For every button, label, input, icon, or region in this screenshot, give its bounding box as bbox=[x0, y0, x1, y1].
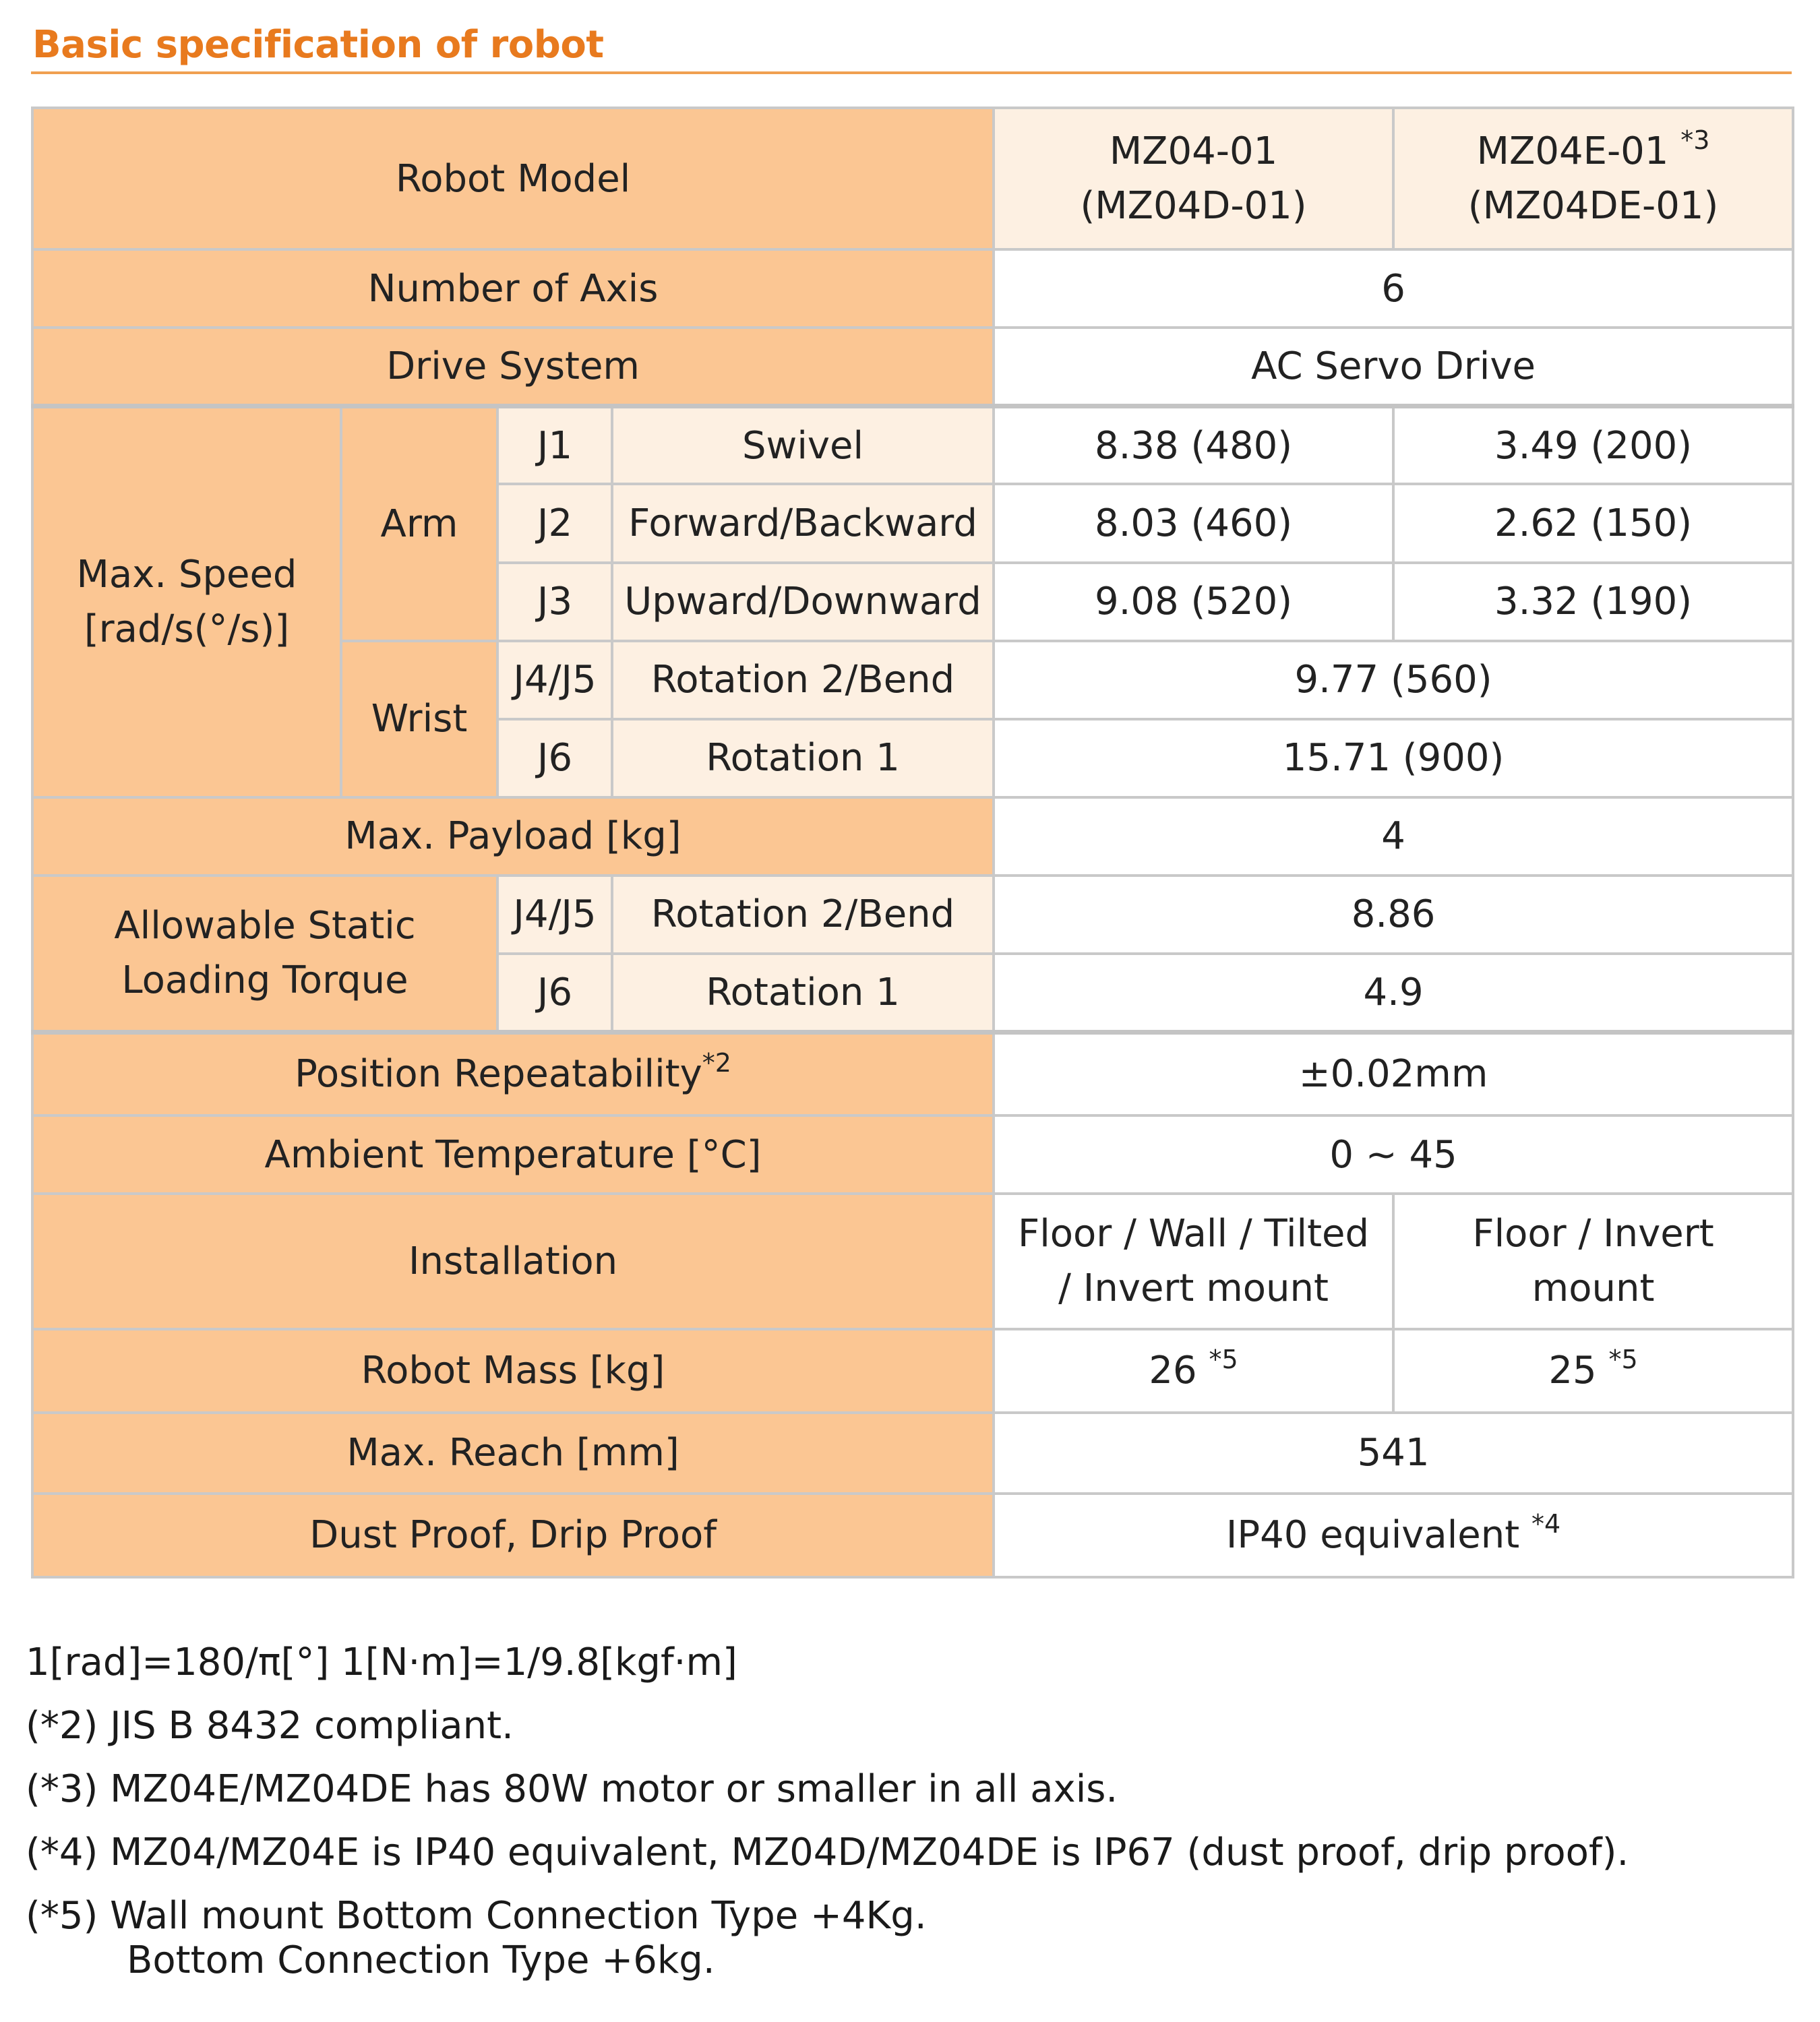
installation-b-l1: Floor / Invert bbox=[1472, 1212, 1714, 1256]
repeatability-value: ±0.02mm bbox=[994, 1032, 1793, 1115]
repeatability-label-text: Position Repeatability bbox=[295, 1052, 702, 1097]
joint-label: J6 bbox=[497, 954, 612, 1032]
model-b-name-line bbox=[1399, 124, 1788, 179]
model-a-cell bbox=[994, 108, 1393, 249]
repeatability-label bbox=[32, 1032, 994, 1115]
model-b-footnote-ref: *3 bbox=[1680, 125, 1710, 155]
speed-value: 9.77 (560) bbox=[994, 641, 1793, 719]
row-reach bbox=[32, 1413, 1793, 1494]
note-5: (*5) Wall mount Bottom Connection Type +4Kg. bbox=[26, 1894, 927, 1938]
mass-value-b bbox=[1393, 1329, 1793, 1413]
mass-label: Robot Mass [kg] bbox=[32, 1329, 994, 1413]
torque-value: 4.9 bbox=[994, 954, 1793, 1032]
axis-value: 6 bbox=[994, 249, 1793, 328]
note-2: (*2) JIS B 8432 compliant. bbox=[26, 1704, 514, 1748]
max-speed-label bbox=[32, 406, 341, 797]
joint-label: J4/J5 bbox=[497, 876, 612, 954]
temperature-value: 0 ~ 45 bbox=[994, 1115, 1793, 1194]
dust-proof-footnote-ref: *4 bbox=[1531, 1509, 1561, 1539]
note-3: (*3) MZ04E/MZ04DE has 80W motor or smaller in all axis. bbox=[26, 1767, 1118, 1811]
repeatability-footnote-ref: *2 bbox=[702, 1048, 731, 1078]
model-a-name: MZ04-01 bbox=[1109, 129, 1278, 173]
joint-name: Upward/Downward bbox=[612, 563, 994, 641]
joint-label: J2 bbox=[497, 484, 612, 562]
max-speed-label-l1: Max. Speed bbox=[76, 553, 297, 597]
footnotes bbox=[26, 1631, 1629, 1984]
joint-name: Swivel bbox=[612, 406, 994, 484]
speed-value-b: 3.32 (190) bbox=[1393, 563, 1793, 641]
speed-value-a: 8.38 (480) bbox=[994, 406, 1393, 484]
row-axis bbox=[32, 249, 1793, 328]
joint-label: J3 bbox=[497, 563, 612, 641]
model-a-variant: (MZ04D-01) bbox=[1080, 184, 1307, 228]
mass-value-a bbox=[994, 1329, 1393, 1413]
installation-a-l2: / Invert mount bbox=[1058, 1266, 1329, 1311]
payload-label: Max. Payload [kg] bbox=[32, 797, 994, 876]
reach-label: Max. Reach [mm] bbox=[32, 1413, 994, 1494]
joint-name: Rotation 1 bbox=[612, 954, 994, 1032]
row-mass bbox=[32, 1329, 1793, 1413]
row-drive bbox=[32, 328, 1793, 406]
installation-a-l1: Floor / Wall / Tilted bbox=[1018, 1212, 1370, 1256]
mass-b-footnote-ref: *5 bbox=[1608, 1344, 1638, 1374]
torque-label-l1: Allowable Static bbox=[114, 904, 416, 948]
torque-value: 8.86 bbox=[994, 876, 1793, 954]
joint-name: Rotation 1 bbox=[612, 719, 994, 797]
note-conversion: 1[rad]=180/π[°] 1[N·m]=1/9.8[kgf·m] bbox=[26, 1641, 737, 1684]
joint-label: J6 bbox=[497, 719, 612, 797]
torque-label bbox=[32, 876, 497, 1032]
joint-name: Rotation 2/Bend bbox=[612, 641, 994, 719]
speed-value-a: 9.08 (520) bbox=[994, 563, 1393, 641]
installation-value-a bbox=[994, 1194, 1393, 1328]
robot-model-label: Robot Model bbox=[32, 108, 994, 249]
installation-value-b bbox=[1393, 1194, 1793, 1328]
page-title: Basic specification of robot bbox=[32, 23, 604, 67]
axis-label: Number of Axis bbox=[32, 249, 994, 328]
wrist-label: Wrist bbox=[341, 641, 497, 797]
speed-value: 15.71 (900) bbox=[994, 719, 1793, 797]
arm-label: Arm bbox=[341, 406, 497, 640]
payload-value: 4 bbox=[994, 797, 1793, 876]
installation-label: Installation bbox=[32, 1194, 994, 1328]
note-5-continued: Bottom Connection Type +6kg. bbox=[127, 1938, 715, 1982]
mass-b-number: 25 bbox=[1548, 1348, 1597, 1392]
reach-value: 541 bbox=[994, 1413, 1793, 1494]
joint-name: Rotation 2/Bend bbox=[612, 876, 994, 954]
spec-table bbox=[31, 106, 1794, 1579]
note-4: (*4) MZ04/MZ04E is IP40 equivalent, MZ04D/MZ04DE is IP67 (dust proof, drip proof). bbox=[26, 1831, 1629, 1874]
mass-a-footnote-ref: *5 bbox=[1209, 1344, 1238, 1374]
row-speed-j1 bbox=[32, 406, 1793, 484]
joint-label: J4/J5 bbox=[497, 641, 612, 719]
row-temperature bbox=[32, 1115, 1793, 1194]
row-robot-model bbox=[32, 108, 1793, 249]
model-b-name: MZ04E-01 bbox=[1476, 129, 1669, 173]
dust-proof-label: Dust Proof, Drip Proof bbox=[32, 1494, 994, 1577]
row-dust-proof bbox=[32, 1494, 1793, 1577]
installation-b-l2: mount bbox=[1531, 1266, 1655, 1311]
torque-label-l2: Loading Torque bbox=[121, 958, 408, 1003]
title-underline bbox=[31, 71, 1792, 74]
speed-value-b: 3.49 (200) bbox=[1393, 406, 1793, 484]
row-torque-j4j5 bbox=[32, 876, 1793, 954]
row-repeatability bbox=[32, 1032, 1793, 1115]
mass-a-number: 26 bbox=[1149, 1348, 1197, 1392]
model-b-cell bbox=[1393, 108, 1793, 249]
drive-value: AC Servo Drive bbox=[994, 328, 1793, 406]
max-speed-label-l2: [rad/s(°/s)] bbox=[84, 607, 290, 652]
temperature-label: Ambient Temperature [°C] bbox=[32, 1115, 994, 1194]
joint-name: Forward/Backward bbox=[612, 484, 994, 562]
model-b-variant: (MZ04DE-01) bbox=[1467, 184, 1719, 228]
row-installation bbox=[32, 1194, 1793, 1328]
drive-label: Drive System bbox=[32, 328, 994, 406]
dust-proof-value-text: IP40 equivalent bbox=[1225, 1513, 1520, 1558]
speed-value-b: 2.62 (150) bbox=[1393, 484, 1793, 562]
joint-label: J1 bbox=[497, 406, 612, 484]
dust-proof-value bbox=[994, 1494, 1793, 1577]
row-payload bbox=[32, 797, 1793, 876]
speed-value-a: 8.03 (460) bbox=[994, 484, 1393, 562]
